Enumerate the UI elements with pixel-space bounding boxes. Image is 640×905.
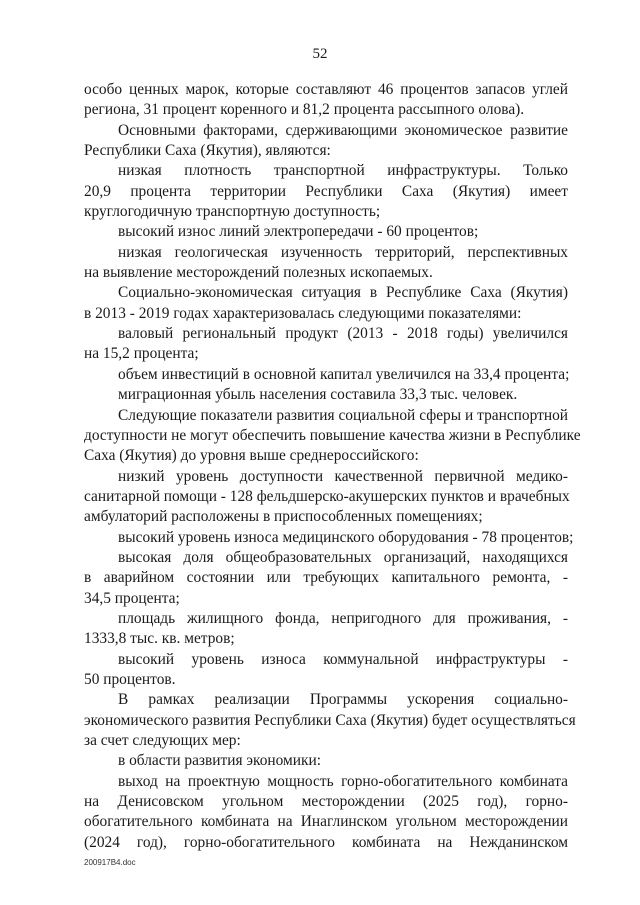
- text-line: в области развития экономики:: [118, 752, 322, 770]
- text-line: Следующие показатели развития социальной сферы и транспортной: [118, 406, 568, 424]
- text-line: амбулаторий расположены в приспособленных помещениях;: [84, 508, 483, 526]
- text-line: региона, 31 процент коренного и 81,2 процента рассыпного олова).: [84, 101, 525, 119]
- text-line: особо ценных марок, которые составляют 46 процентов запасов углей: [84, 81, 568, 98]
- text-line: в 2013 - 2019 годах характеризовалась следующими показателями:: [84, 304, 522, 322]
- text-line: экономического развития Республики Саха (Якутия) будет осуществляться: [84, 711, 576, 729]
- text-line: выход на проектную мощность горно-обогатительного комбината: [118, 772, 568, 790]
- text-line: доступности не могут обеспечить повышение качества жизни в Республике: [84, 426, 581, 444]
- text-line: 50 процентов.: [84, 670, 176, 688]
- text-line: в аварийном состоянии или требующих капитального ремонта, -: [84, 569, 568, 587]
- text-line: низкий уровень доступности качественной первичной медико-: [118, 467, 568, 485]
- text-line: высокий износ линий электропередачи - 60 процентов;: [118, 223, 479, 241]
- text-line: высокий уровень износа коммунальной инфраструктуры -: [118, 650, 568, 668]
- document-body: [84, 80, 581, 853]
- text-line: высокая доля общеобразовательных организаций, находящихся: [118, 548, 568, 566]
- text-line: Социально-экономическая ситуация в Республике Саха (Якутия): [118, 284, 568, 302]
- text-line: Саха (Якутия) до уровня выше среднероссийского:: [84, 447, 419, 465]
- text-line: низкая плотность транспортной инфраструктуры. Только: [118, 162, 568, 180]
- text-line: круглогодичную транспортную доступность;: [84, 203, 381, 221]
- page-number: 52: [312, 46, 328, 62]
- text-line: высокий уровень износа медицинского оборудования - 78 процентов;: [118, 528, 574, 546]
- text-line: миграционная убыль населения составила 33,3 тыс. человек.: [118, 386, 518, 404]
- text-line: 34,5 процента;: [84, 589, 180, 607]
- text-line: низкая геологическая изученность территорий, перспективных: [118, 243, 568, 261]
- text-line: на выявление месторождений полезных ископаемых.: [84, 264, 433, 282]
- text-line: 1333,8 тыс. кв. метров;: [84, 630, 235, 648]
- text-line: санитарной помощи - 128 фельдшерско-акушерских пунктов и врачебных: [84, 487, 570, 505]
- text-line: Республики Саха (Якутия), являются:: [84, 142, 331, 160]
- text-line: В рамках реализации Программы ускорения социально-: [118, 691, 568, 709]
- text-line: (2024 год), горно-обогатительного комбината на Нежданинском: [84, 833, 568, 851]
- text-line: объем инвестиций в основной капитал увеличился на 33,4 процента;: [118, 365, 570, 383]
- text-line: 20,9 процента территории Республики Саха (Якутия) имеет: [84, 182, 568, 200]
- text-line: на Денисовском угольном месторождении (2025 год), горно-: [84, 793, 568, 811]
- text-line: площадь жилищного фонда, непригодного для проживания, -: [118, 609, 568, 627]
- text-line: обогатительного комбината на Инаглинском угольном месторождении: [84, 813, 568, 831]
- text-line: на 15,2 процента;: [84, 345, 199, 363]
- text-line: валовый региональный продукт (2013 - 2018 годы) увеличился: [118, 325, 568, 343]
- text-line: Основными факторами, сдерживающими экономическое развитие: [118, 121, 568, 139]
- footer-filename: 200917B4.doc: [84, 858, 136, 867]
- text-line: за счет следующих мер:: [84, 732, 241, 749]
